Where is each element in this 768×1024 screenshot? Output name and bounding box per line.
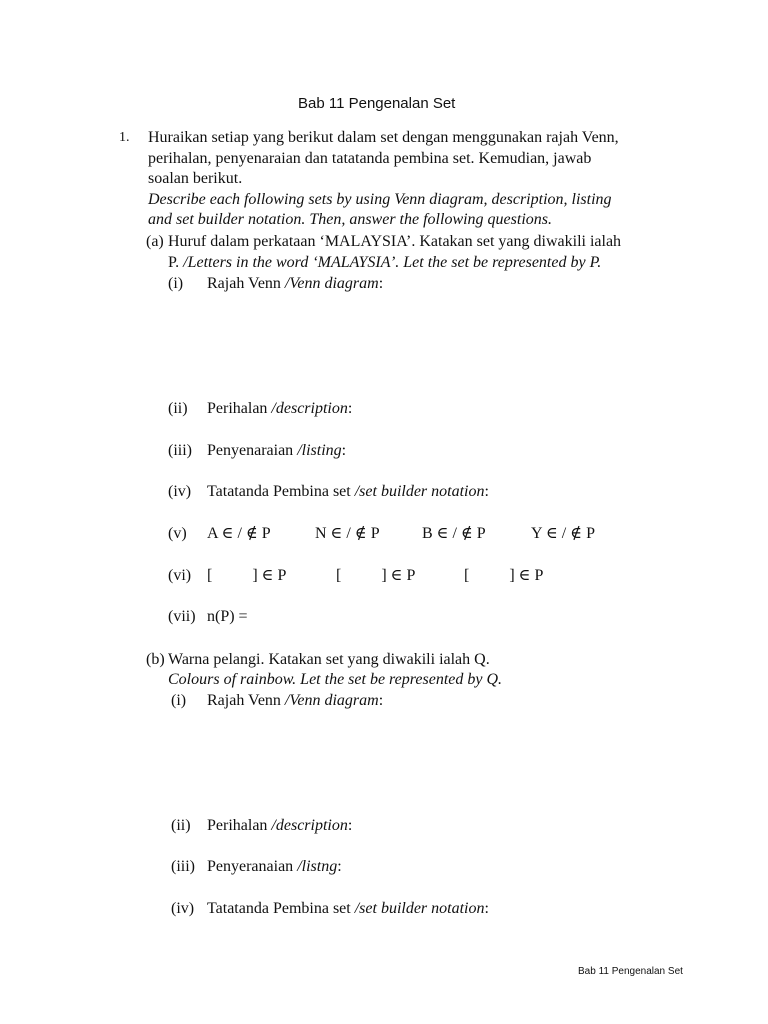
part-a-label: (a) <box>146 233 164 250</box>
b-item-ii-number: (ii) <box>171 817 191 834</box>
intro-ms-line-2: perihalan, penyenaraian dan tatatanda pembina set. Kemudian, jawab <box>148 150 592 167</box>
b-item-iv-number: (iv) <box>171 900 195 917</box>
b-item-iv-text: Tatatanda Pembina set /set builder notation: <box>207 900 489 917</box>
part-a-line-2-en: /Letters in the word ‘MALAYSIA’. Let the set be represented by P. <box>179 254 602 271</box>
page-title: Bab 11 Pengenalan Set <box>298 95 456 112</box>
membership-choice-y[interactable]: Y ∈ / ∉ P <box>531 525 595 542</box>
membership-choice-n[interactable]: N ∈ / ∉ P <box>315 525 380 542</box>
question-number: 1. <box>119 130 130 145</box>
b-item-iii-text: Penyeranaian /listng: <box>207 858 342 875</box>
element-blank-2[interactable]: [ ] ∈ P <box>336 567 416 584</box>
part-b-line-2: Colours of rainbow. Let the set be represented by Q. <box>168 671 503 688</box>
b-item-i-number: (i) <box>171 692 187 709</box>
a-item-ii-number: (ii) <box>168 400 188 417</box>
intro-en-line-1: Describe each following sets by using Venn diagram, description, listing <box>148 191 612 208</box>
intro-en-line-2: and set builder notation. Then, answer the following questions. <box>148 211 552 228</box>
intro-ms-line-1: Huraikan setiap yang berikut dalam set dengan menggunakan rajah Venn, <box>148 129 619 146</box>
part-b-label: (b) <box>146 651 165 668</box>
page-footer: Bab 11 Pengenalan Set <box>578 966 683 977</box>
a-item-iv-text: Tatatanda Pembina set /set builder notation: <box>207 483 489 500</box>
membership-choice-a[interactable]: A ∈ / ∉ P <box>207 525 271 542</box>
a-item-iii-text: Penyenaraian /listing: <box>207 442 347 459</box>
a-item-iv-number: (iv) <box>168 483 192 500</box>
b-item-ii-text: Perihalan /description: <box>207 817 353 834</box>
a-item-i-text: Rajah Venn /Venn diagram: <box>207 275 384 292</box>
a-item-vii-number: (vii) <box>168 608 196 625</box>
a-item-iii-number: (iii) <box>168 442 192 459</box>
intro-ms-line-3: soalan berikut. <box>148 170 243 187</box>
b-venn-answer-space[interactable] <box>207 716 667 811</box>
a-item-v-number: (v) <box>168 525 187 542</box>
element-blank-3[interactable]: [ ] ∈ P <box>464 567 544 584</box>
a-item-i-number: (i) <box>168 275 184 292</box>
part-a-line-2-ms: P. <box>168 254 180 271</box>
cardinality-prompt: n(P) = <box>207 608 248 625</box>
membership-choice-b[interactable]: B ∈ / ∉ P <box>422 525 486 542</box>
part-a-line-1: Huruf dalam perkataan ‘MALAYSIA’. Katakan set yang diwakili ialah <box>168 233 622 250</box>
part-b-line-1: Warna pelangi. Katakan set yang diwakili ialah Q. <box>168 651 490 668</box>
b-item-iii-number: (iii) <box>171 858 195 875</box>
a-venn-answer-space[interactable] <box>207 298 667 388</box>
a-item-vi-number: (vi) <box>168 567 192 584</box>
part-a-line-2 <box>168 253 601 273</box>
element-blank-1[interactable]: [ ] ∈ P <box>207 567 287 584</box>
b-item-i-text: Rajah Venn /Venn diagram: <box>207 692 384 709</box>
a-item-ii-text: Perihalan /description: <box>207 400 353 417</box>
